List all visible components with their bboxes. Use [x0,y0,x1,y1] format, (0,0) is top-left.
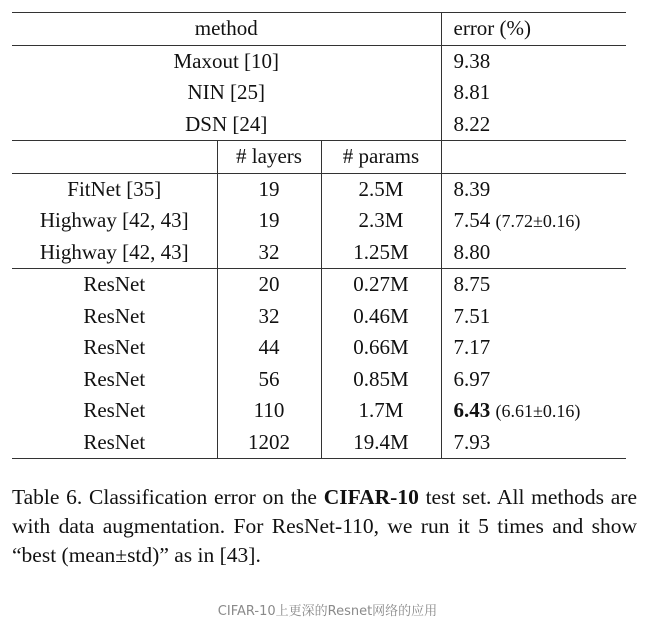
error-note: (7.72±0.16) [495,211,581,232]
cell-layers: 32 [217,301,321,333]
cell-layers: 32 [217,237,321,269]
error-note: (6.61±0.16) [495,401,581,422]
table-row [12,301,626,333]
image-footer-caption: CIFAR-10上更深的Resnet网络的应用 [217,604,438,619]
caption-dataset: CIFAR-10 [323,485,419,509]
header-error: error (%) [441,13,626,46]
caption-rest: test set. All methods are with data augmentation. For ResNet-110, we run it 5 times and show “best (mean±std)” as in [43]. [12,485,637,567]
table-row [12,205,626,237]
cell-layers: 1202 [217,427,321,459]
cell-method: ResNet [12,427,217,459]
subheader-params: # params [321,141,441,174]
cell-error: 8.75 [441,269,626,301]
cell-method: Highway [42, 43] [39,208,189,233]
table-row [12,109,626,141]
cell-method: ResNet [83,398,146,423]
table-row [12,364,626,396]
cell-params: 0.27M [321,269,441,301]
cell-params: 19.4M [321,427,441,459]
table-row [12,269,626,301]
results-table [12,12,626,459]
cell-params: 0.66M [321,332,441,364]
cell-params: 1.25M [321,237,441,269]
table-row [12,77,626,109]
best-error-value: 6.43 [453,398,491,423]
cell-method: Maxout [10] [12,45,441,77]
cell-method: ResNet [83,335,146,360]
cell-params: 0.46M [321,301,441,333]
table-row [12,173,626,205]
table-header-row [12,13,626,46]
cell-error [441,395,626,427]
cell-error: 7.51 [441,301,626,333]
cell-layers: 44 [217,332,321,364]
cell-method: Highway [42, 43] [39,239,189,264]
cell-method: ResNet [83,303,146,328]
cell-error [441,205,626,237]
cell-method: ResNet [83,366,146,391]
table-row [12,237,626,269]
header-method: method [12,13,441,46]
cell-method: NIN [25] [187,80,266,105]
cell-error: 7.93 [441,427,626,459]
cell-error: 7.17 [441,332,626,364]
cell-params: 0.85M [321,364,441,396]
cell-method: DSN [24] [185,111,268,136]
cell-layers: 110 [217,395,321,427]
table-row [12,395,626,427]
table-row [12,45,626,77]
table-row [12,332,626,364]
cell-method: ResNet [12,269,217,301]
subheader-method-empty [12,141,217,174]
caption-prefix: Table 6. Classification error on the [12,485,324,509]
cell-error: 8.22 [441,109,626,141]
cell-layers: 20 [217,269,321,301]
cell-method: FitNet [35] [12,173,217,205]
table-row [12,427,626,459]
cell-params: 2.3M [321,205,441,237]
error-value: 7.54 [453,208,491,233]
cell-layers: 19 [217,205,321,237]
error-value: 8.39 [453,176,491,201]
cell-layers: 19 [217,173,321,205]
cell-params: 2.5M [321,173,441,205]
cell-error [441,173,626,205]
cell-error: 6.97 [441,364,626,396]
subheader-layers: # layers [217,141,321,174]
table-subheader-row [12,141,626,174]
cell-layers: 56 [217,364,321,396]
error-value: 8.80 [453,239,491,264]
subheader-error-empty [441,141,626,174]
cell-params: 1.7M [321,395,441,427]
cell-error: 8.81 [441,77,626,109]
cell-error [441,237,626,269]
table-caption [12,483,637,570]
cell-error: 9.38 [441,45,626,77]
